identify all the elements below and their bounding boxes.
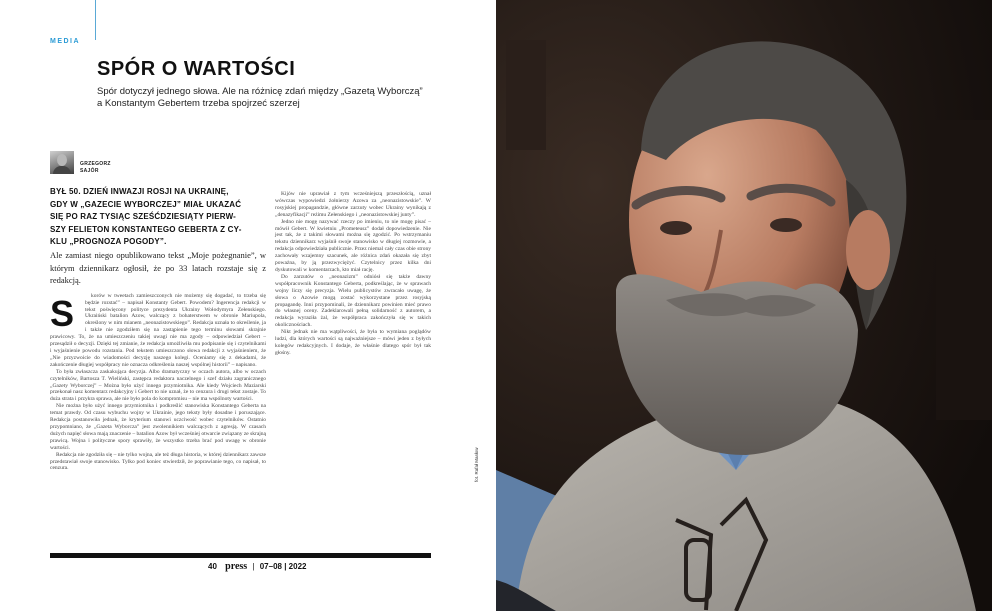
- page-number: 40: [208, 562, 217, 571]
- magazine-name: press: [225, 561, 248, 572]
- paragraph: korów w tweetach zamieszczonych nie możemy się dogadać, to trzeba się będzie rozstać” – napisał Konstanty Gebert. Powodem? Ingerencja redakcji w tekst poświęcony polityce prezydenta Ukrainy Wołodymyra Zełenskiego. Ukraiński batalion Azow, walczący z bohaterstwem w obronie Mariupola, określony w nim mianem „neonazistowskiego”. Redakcja uznała to określenie, ja i także nie zgodziłem się na zastąpienie tego terminu słowami skrajnie prawicowy. To, że na umieszczeniu takiej uwagi nie ma zgody – odpowiedział Gebert – przesądził o decyzji. Dzięki tej zmianie, że redakcja umożliwiła mu podpisanie się i czytelnikami i wyjaśnienie powodu rozstania. Pod tekstem umieszczono słowa redakcji z wyjaśnieniem, że „Nie przyzwoicie do wiadomości decyzję naszego kolegi. Oceniamy się z dekadami, że zakończenie długiej współpracy nie oznacza odkreślenia naszej wspólnej historii” – napisano.: [50, 292, 266, 368]
- shelf-right: [936, 120, 992, 420]
- intro-line: SIĘ PO RAZ TYSIĄC SZEŚĆDZIESIĄTY PIERW-: [50, 212, 237, 222]
- text-column-2: [275, 191, 431, 357]
- intro-heading: [50, 186, 266, 249]
- top-rule: [95, 0, 96, 40]
- author-first-name: GRZEGORZ: [80, 161, 111, 167]
- text-column-1: [50, 186, 266, 472]
- paragraph: To była zwłaszcza zaskakująca decyzja. Albo dramatyczny w oczach autora, albo w oczach czytelników, Bartosza T. Wieliński, zastępca redaktora naczelnego i szef działu zagranicznego „Gazety Wyborczej” – Można było użyć innego przymiotnika. Ale kiedy Wojciech Maziarski przekonał nasz komentarz redakcyjny i Gebert to nie uznał, że to cenzura i drugi tekst zostaje. To duża strata i przykra sprawa, ale nie było pola do kompromisu – nie ma wspólnoty wartości.: [50, 368, 266, 403]
- paragraph: Jedno nie mogę nazywać rzeczy po imieniu, to nie mogę pisać – mówił Gebert. W kwietniu „Prometeusz” dodał dopowiedzenie. Nie jest tak, że z takimi słowami można się zgodzić. Po wstrzymaniu tekstu dziennikarz wyjaśnił swoje stanowisko w długiej rozmowie, a redakcja odpowiedziała publicznie. Przez niemal cały czas obie strony zachowały wzajemny szacunek, ale różnica zdań okazała się zbyt poważna, by ją przezwyciężyć. Czytelnicy przez kilka dni dyskutowali w komentarzach, kto miał rację.: [275, 218, 431, 273]
- portrait-illustration: [496, 0, 992, 611]
- photo-credit: fot. Rafał Masłow: [474, 447, 479, 482]
- right-eye: [770, 218, 802, 232]
- intro-tail: Ale zamiast niego opublikowano tekst „Moje pożegnanie”, w którym dziennikarz ogłosił, że po 33 latach rozstaje się z redakcją.: [50, 249, 266, 286]
- author-last-name: SAJÓR: [80, 168, 99, 174]
- author-avatar: [50, 151, 74, 174]
- article-lead: Spór dotyczył jednego słowa. Ale na różnicę zdań między „Gazetą Wyborczą” a Konstantym Gebertem trzeba spojrzeć szerzej: [97, 86, 423, 109]
- avatar-face: [57, 154, 67, 166]
- portrait-photo: [496, 0, 992, 611]
- issue-date: 07–08 | 2022: [259, 562, 307, 571]
- section-label: MEDIA: [50, 38, 81, 45]
- avatar-body: [53, 166, 71, 174]
- bookshelf-shadow: [506, 40, 546, 150]
- intro-line: SZY FELIETON KONSTANTEGO GEBERTA Z CY-: [50, 224, 242, 234]
- intro-line: KLU „PROGNOZA POGODY”.: [50, 237, 167, 247]
- intro-line: GDY W „GAZECIE WYBORCZEJ” MIAŁ UKAZAĆ: [50, 199, 242, 209]
- left-eye: [660, 221, 692, 235]
- paragraph: Do zarzutów o „neonazizm” odniósł się także dawny współpracownik Konstantego Geberta, podkreślając, że w sprawach wojny liczy się precyzja. Wielu publicystów zwracało uwagę, że słowa o Azowie mogą zostać wykorzystane przez rosyjską propagandę. Inni przypominali, że dziennikarz powinien mieć prawo do własnej oceny. Zadeklarowali pełną solidarność z autorem, a redakcja wyraziła żal, że współpraca zakończyła się w takich okolicznościach.: [275, 273, 431, 329]
- paragraph: Kijów nie uprawiał z tym wcześniejszą przeszłością, uznał wówczas wypowiedzi żołnierzy Azowa za „neonazistowskie”. W rosyjskiej propagandzie, główne zarzuty wobec Ukrainy wynikają z „denazyfikacji” reżimu Zełenskiego i „neonazistowskiej junty”.: [275, 191, 431, 218]
- article-title: SPÓR O WARTOŚCI: [97, 58, 296, 80]
- author-byline: [80, 161, 111, 175]
- paragraph: Redakcja nie zgodziła się – nie tylko wojna, ale też długa historia, w której dziennikarz zawsze przedstawiał swoje stanowisko. Tylko pod koniec stwierdził, że poprawianie tego, co napisał, to cenzura.: [50, 451, 266, 472]
- page-footer: 40 press | 07–08 | 2022: [208, 561, 307, 572]
- paragraph: Nikt jednak nie ma wątpliwości, że była to wymiana poglądów ludzi, dla których wartości są najważniejsze – mówi jeden z byłych kolegów redakcyjnych. I dodaje, że właśnie dlatego spór był tak głośny.: [275, 329, 431, 356]
- drop-cap: S: [50, 292, 75, 334]
- footer-rule: [50, 553, 431, 558]
- ear: [846, 210, 890, 290]
- paragraph: Nie można było użyć innego przymiotnika i podkreślić stanowiska Konstantego Geberta na temat prawdy. Od czasu wybuchu wojny w Ukrainie, jego teksty były dosadne i poruszające. Redakcja postanowiła jednak, że kryterium stanowi uczciwość wobec czytelników. Ostatnio przypomniano, że „Gazeta Wyborcza” jest zwolennikiem walczących z agresją. W czasach dużych napięć słowa mają znaczenie – batalion Azow był wcześniej otwarcie związany ze skrajną prawicą. Wojna i polityczne spory sprawiły, że wszystko trzeba brać pod uwagę w obronie wartości.: [50, 403, 266, 451]
- body-text: [50, 293, 266, 473]
- intro-line: BYŁ 50. DZIEŃ INWAZJI ROSJI NA UKRAINĘ,: [50, 187, 229, 196]
